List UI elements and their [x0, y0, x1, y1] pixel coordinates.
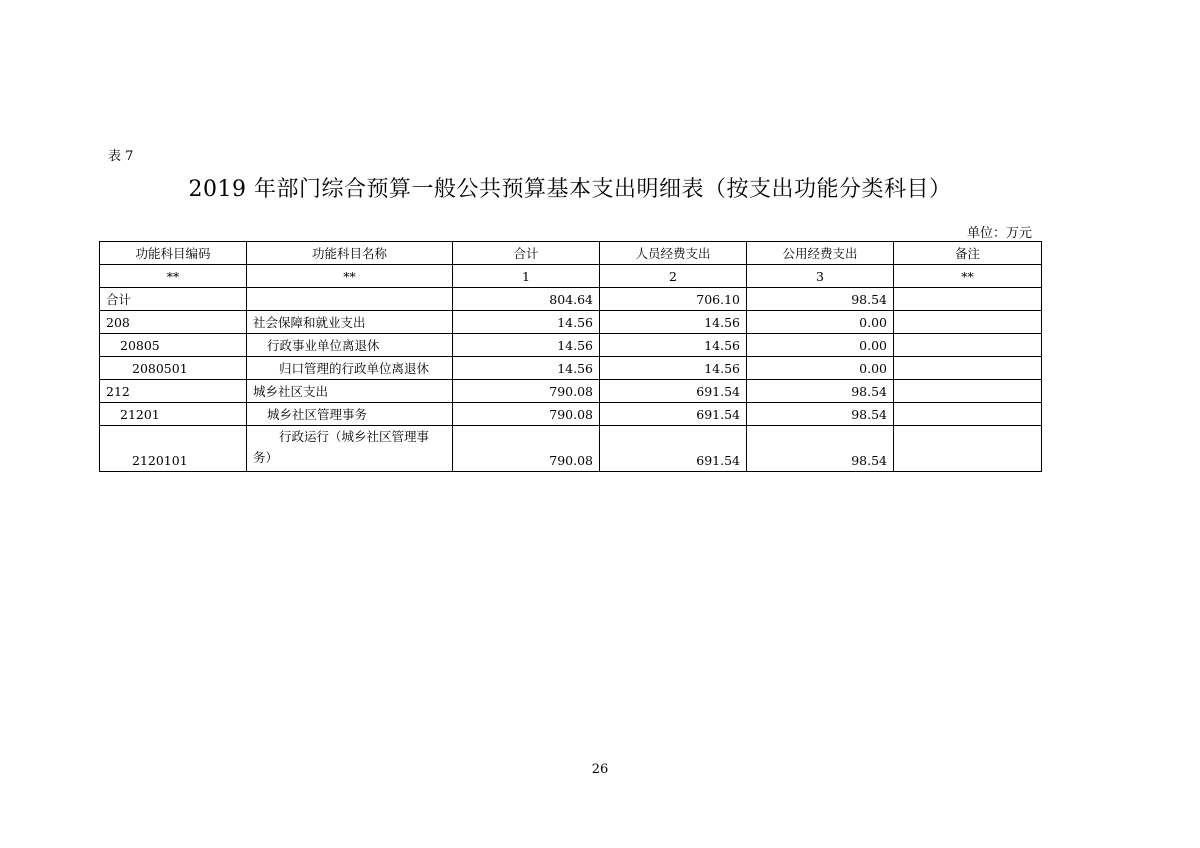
code-cell: 208 [100, 311, 247, 334]
table-row [100, 380, 1042, 403]
personnel-cell: 706.10 [600, 288, 747, 311]
header-row [100, 242, 1042, 265]
personnel-cell: 691.54 [600, 380, 747, 403]
index-cell: ** [894, 265, 1042, 288]
name-cell: 归口管理的行政单位离退休 [247, 357, 453, 380]
index-cell: 2 [600, 265, 747, 288]
header-remark: 备注 [894, 242, 1042, 265]
remark-cell [894, 403, 1042, 426]
public-cell: 98.54 [747, 426, 894, 472]
code-cell: 212 [100, 380, 247, 403]
remark-cell [894, 380, 1042, 403]
total-cell: 14.56 [453, 357, 600, 380]
name-cell: 行政事业单位离退休 [247, 334, 453, 357]
index-cell: ** [247, 265, 453, 288]
total-cell: 790.08 [453, 380, 600, 403]
header-total: 合计 [453, 242, 600, 265]
remark-cell [894, 426, 1042, 472]
public-cell: 0.00 [747, 311, 894, 334]
total-cell: 790.08 [453, 403, 600, 426]
total-cell: 14.56 [453, 334, 600, 357]
code-cell: 2080501 [100, 357, 247, 380]
name-cell: 城乡社区支出 [247, 380, 453, 403]
name-cell: 行政运行（城乡社区管理事务） [247, 426, 453, 472]
personnel-cell: 14.56 [600, 311, 747, 334]
personnel-cell: 691.54 [600, 403, 747, 426]
total-cell: 790.08 [453, 426, 600, 472]
remark-cell [894, 311, 1042, 334]
remark-cell [894, 288, 1042, 311]
name-cell: 社会保障和就业支出 [247, 311, 453, 334]
public-cell: 0.00 [747, 334, 894, 357]
index-cell: ** [100, 265, 247, 288]
header-code: 功能科目编码 [100, 242, 247, 265]
header-public: 公用经费支出 [747, 242, 894, 265]
unit-label: 单位：万元 [966, 226, 1032, 241]
budget-table [99, 241, 1042, 472]
personnel-cell: 14.56 [600, 334, 747, 357]
name-cell: 城乡社区管理事务 [247, 403, 453, 426]
total-cell: 14.56 [453, 311, 600, 334]
table-row [100, 288, 1042, 311]
public-cell: 98.54 [747, 403, 894, 426]
public-cell: 98.54 [747, 380, 894, 403]
table-row [100, 334, 1042, 357]
total-cell: 804.64 [453, 288, 600, 311]
code-cell: 合计 [100, 288, 247, 311]
page-number: 26 [591, 762, 609, 777]
personnel-cell: 14.56 [600, 357, 747, 380]
public-cell: 0.00 [747, 357, 894, 380]
code-cell: 21201 [100, 403, 247, 426]
table-number: 表 7 [108, 149, 134, 164]
code-cell: 20805 [100, 334, 247, 357]
table-row [100, 357, 1042, 380]
index-row [100, 265, 1042, 288]
index-cell: 1 [453, 265, 600, 288]
index-cell: 3 [747, 265, 894, 288]
personnel-cell: 691.54 [600, 426, 747, 472]
table-row [100, 311, 1042, 334]
remark-cell [894, 334, 1042, 357]
public-cell: 98.54 [747, 288, 894, 311]
page-title: 2019 年部门综合预算一般公共预算基本支出明细表（按支出功能分类科目） [188, 177, 952, 202]
table-row [100, 426, 1042, 472]
code-cell: 2120101 [100, 426, 247, 472]
remark-cell [894, 357, 1042, 380]
header-name: 功能科目名称 [247, 242, 453, 265]
table-row [100, 403, 1042, 426]
name-cell [247, 288, 453, 311]
header-personnel: 人员经费支出 [600, 242, 747, 265]
